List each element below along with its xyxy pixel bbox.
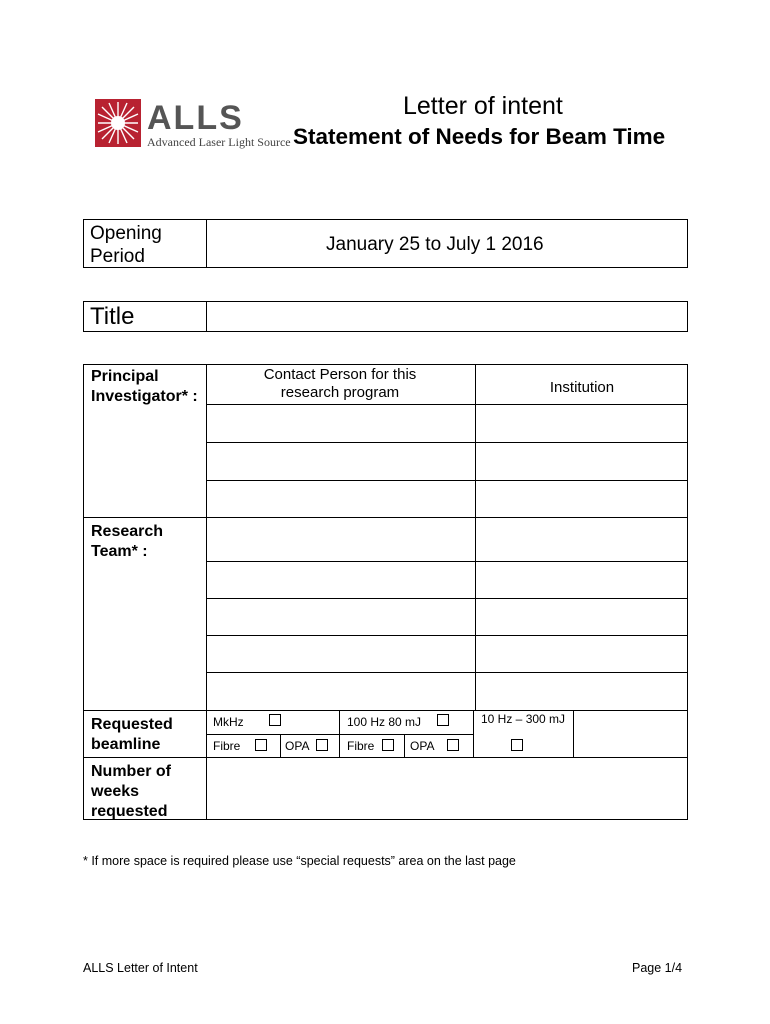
team-institution-cell-3[interactable] [476,599,687,634]
mkhz-opa-label: OPA [285,739,310,753]
starburst-logo-icon [95,99,141,147]
team-institution-cell-4[interactable] [476,636,687,671]
team-contact-cell-2[interactable] [207,562,474,597]
mkhz-label: MkHz [213,715,244,729]
pi-contact-cell-3[interactable] [207,481,474,516]
weeks-requested-input[interactable] [207,758,687,819]
team-contact-cell-3[interactable] [207,599,474,634]
pi-institution-cell-3[interactable] [476,481,687,516]
hz100-fibre-checkbox[interactable] [382,739,394,751]
contact-person-header: Contact Person for this research program [263,366,417,401]
research-team-label: Research Team* : [91,523,164,560]
principal-investigator-label: Principal Investigator* : [91,368,198,405]
team-institution-cell-1[interactable] [476,518,687,560]
team-contact-cell-5[interactable] [207,673,474,709]
title-input[interactable] [207,302,687,331]
team-institution-cell-5[interactable] [476,673,687,709]
pi-institution-cell-1[interactable] [476,405,687,441]
institution-header: Institution [549,379,615,396]
mkhz-checkbox[interactable] [269,714,281,726]
team-institution-cell-2[interactable] [476,562,687,597]
logo-subtitle: Advanced Laser Light Source [147,135,291,149]
opening-period-value: January 25 to July 1 2016 [326,234,544,255]
logo-wordmark: ALLS [147,99,244,137]
footer-left: ALLS Letter of Intent [83,961,198,975]
weeks-requested-label: Number of weeks requested [91,763,171,820]
pi-contact-cell-1[interactable] [207,405,474,441]
mkhz-fibre-label: Fibre [213,739,241,753]
hz100-opa-label: OPA [410,739,435,753]
team-contact-cell-4[interactable] [207,636,474,671]
pi-contact-cell-2[interactable] [207,443,474,479]
footer-page-number: Page 1/4 [632,961,683,975]
hz100-opa-checkbox[interactable] [447,739,459,751]
footnote: * If more space is required please use “special requests” area on the last page [83,854,516,868]
alls-logo [95,99,291,149]
hz10-label: 10 Hz – 300 mJ [481,712,566,726]
mkhz-fibre-checkbox[interactable] [255,739,267,751]
team-contact-cell-1[interactable] [207,518,474,560]
opening-period-label: Opening Period [90,223,162,267]
requested-beamline-label: Requested beamline [91,716,173,753]
mkhz-opa-checkbox[interactable] [316,739,328,751]
title-label: Title [90,303,135,330]
document-title: Letter of intent [403,92,563,120]
pi-institution-cell-2[interactable] [476,443,687,479]
document-subtitle: Statement of Needs for Beam Time [293,124,666,149]
hz100-checkbox[interactable] [437,714,449,726]
hz100-label: 100 Hz 80 mJ [347,715,422,729]
hz10-checkbox[interactable] [511,739,523,751]
hz100-fibre-label: Fibre [347,739,375,753]
